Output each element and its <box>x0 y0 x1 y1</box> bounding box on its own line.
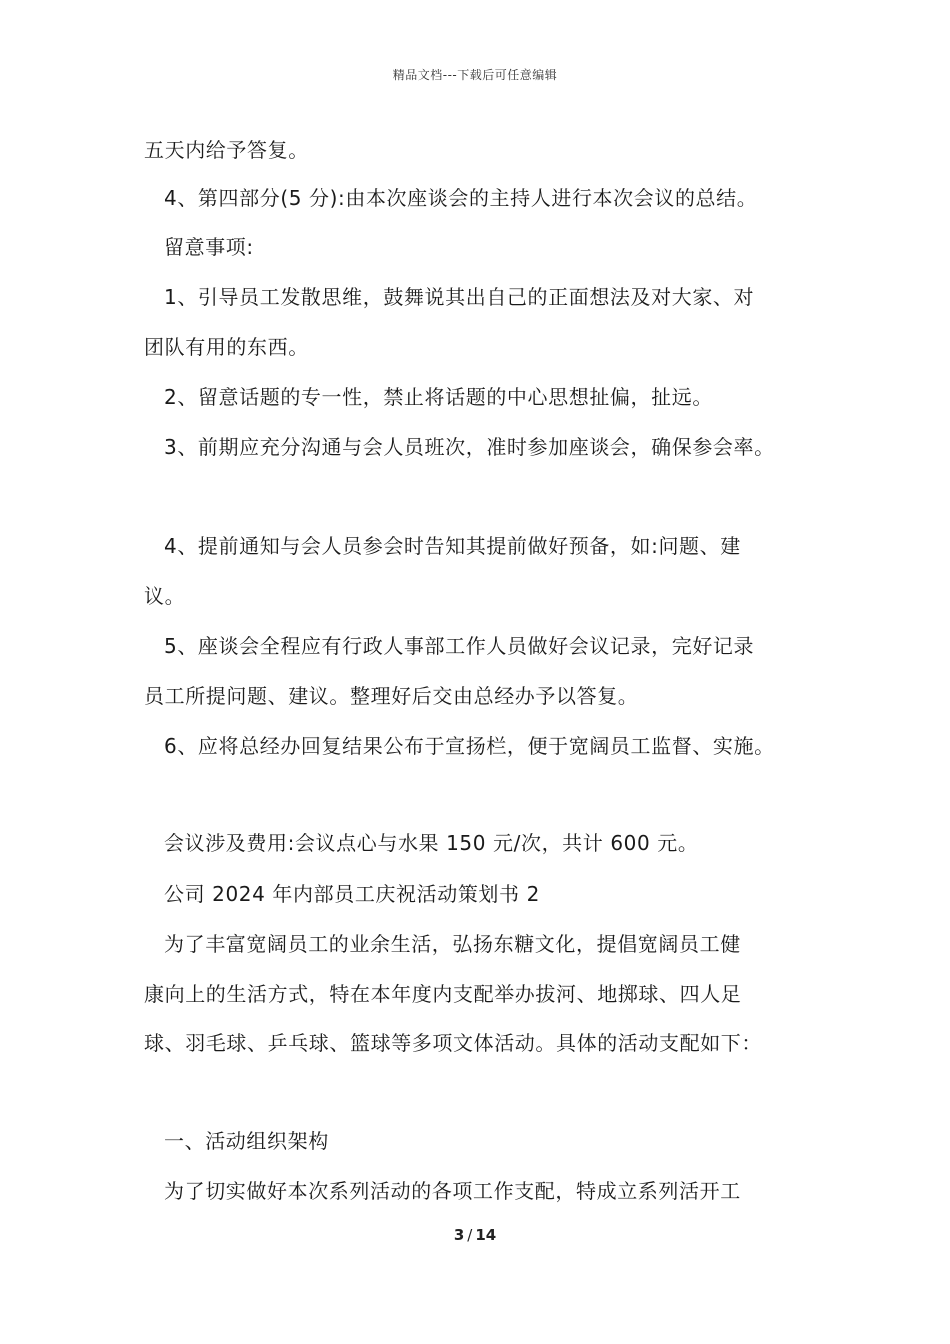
body-line: 为了切实做好本次系列活动的各项工作支配，特成立系列活开工 <box>164 1179 741 1203</box>
body-line: 球、羽毛球、乒乓球、篮球等多项文体活动。具体的活动支配如下： <box>144 1031 762 1055</box>
page-number <box>0 1226 950 1244</box>
body-line: 6、应将总经办回复结果公布于宣扬栏，便于宽阔员工监督、实施。 <box>164 734 775 758</box>
current-page: 3 <box>453 1226 465 1244</box>
body-line: 为了丰富宽阔员工的业余生活，弘扬东糖文化，提倡宽阔员工健 <box>164 932 741 956</box>
total-pages: 14 <box>475 1226 497 1244</box>
body-line: 康向上的生活方式，特在本年度内支配举办拔河、地掷球、四人足 <box>144 982 742 1006</box>
page-separator: / <box>467 1226 473 1244</box>
body-line: 5、座谈会全程应有行政人事部工作人员做好会议记录，完好记录 <box>164 634 755 658</box>
section-heading: 一、活动组织架构 <box>164 1129 329 1153</box>
body-line: 议。 <box>144 584 186 608</box>
body-line: 员工所提问题、建议。整理好后交由总经办予以答复。 <box>144 684 639 708</box>
body-line: 3、前期应充分沟通与会人员班次，准时参加座谈会，确保参会率。 <box>164 435 775 459</box>
body-line: 五天内给予答复。 <box>144 138 309 162</box>
body-line: 4、第四部分(5 分):由本次座谈会的主持人进行本次会议的总结。 <box>164 186 758 210</box>
body-line: 留意事项: <box>164 235 254 259</box>
body-line: 4、提前通知与会人员参会时告知其提前做好预备，如:问题、建 <box>164 534 741 558</box>
body-line: 1、引导员工发散思维，鼓舞说其出自己的正面想法及对大家、对 <box>164 285 755 309</box>
section-title: 公司 2024 年内部员工庆祝活动策划书 2 <box>164 882 540 906</box>
body-line: 2、留意话题的专一性，禁止将话题的中心思想扯偏，扯远。 <box>164 385 713 409</box>
body-line: 会议涉及费用:会议点心与水果 150 元/次，共计 600 元。 <box>164 831 699 855</box>
body-line: 团队有用的东西。 <box>144 335 309 359</box>
page-header: 精品文档---下载后可任意编辑 <box>392 68 558 82</box>
